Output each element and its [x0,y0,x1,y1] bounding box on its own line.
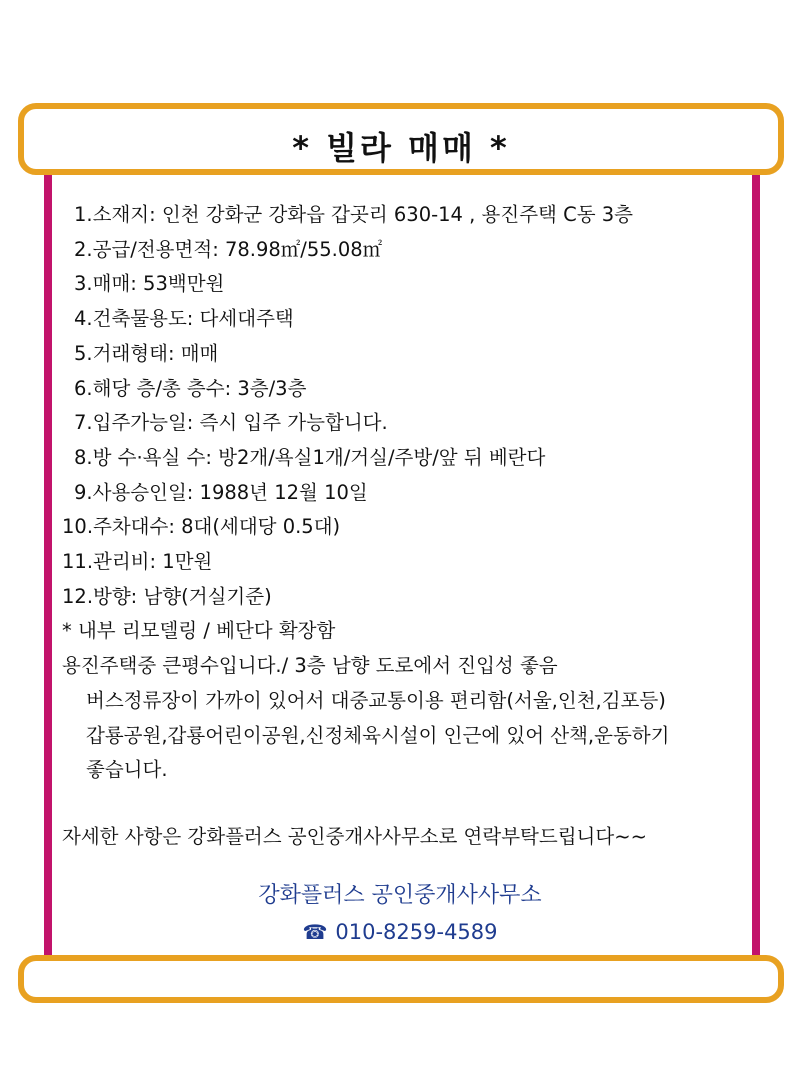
phone-line [0,920,800,944]
title-banner [18,103,784,175]
contact-text: 자세한 사항은 강화플러스 공인중개사사무소로 연락부탁드립니다~~ [62,824,647,848]
detail-item-parking: 10.주차대수: 8대(세대당 0.5대) [62,515,341,539]
phone-number[interactable]: 010-8259-4589 [335,920,498,944]
detail-item-rooms: 8.방 수·욕실 수: 방2개/욕실1개/거실/주방/앞 뒤 베란다 [74,445,546,469]
detail-item-price: 3.매매: 53백만원 [74,272,225,296]
office-name: 강화플러스 공인중개사사무소 [258,883,542,908]
detail-item-building-use: 4.건축물용도: 다세대주택 [74,307,294,331]
detail-item-area: 2.공급/전용면적: 78.98㎡/55.08㎡ [74,237,383,261]
phone-icon: ☎ [302,920,328,944]
description-line: 갑룡공원,갑룡어린이공원,신정체육시설이 인근에 있어 산책,운동하기 [86,723,670,747]
footer-banner [18,955,784,1003]
detail-item-floor: 6.해당 층/총 층수: 3층/3층 [74,376,307,400]
spacer [62,788,762,820]
remodel-note: * 내부 리모델링 / 베단다 확장함 [62,619,336,643]
detail-item-management-fee: 11.관리비: 1만원 [62,550,213,574]
description-line: 용진주택중 큰평수입니다./ 3층 남향 도로에서 진입성 좋음 [62,654,558,678]
detail-item-transaction-type: 5.거래형태: 매매 [74,341,219,365]
detail-item-direction: 12.방향: 남향(거실기준) [62,584,272,608]
listing-details [62,198,762,855]
description-line: 버스정류장이 가까이 있어서 대중교통이용 편리함(서울,인천,김포등) [86,688,666,712]
detail-item-approval-date: 9.사용승인일: 1988년 12월 10일 [74,480,368,504]
page-title: * 빌라 매매 * [292,129,510,167]
description-line: 좋습니다. [86,758,168,782]
detail-item-location: 1.소재지: 인천 강화군 강화읍 갑곳리 630-14 , 용진주택 C동 3층 [74,203,633,226]
detail-item-move-in: 7.입주가능일: 즉시 입주 가능합니다. [74,411,388,435]
